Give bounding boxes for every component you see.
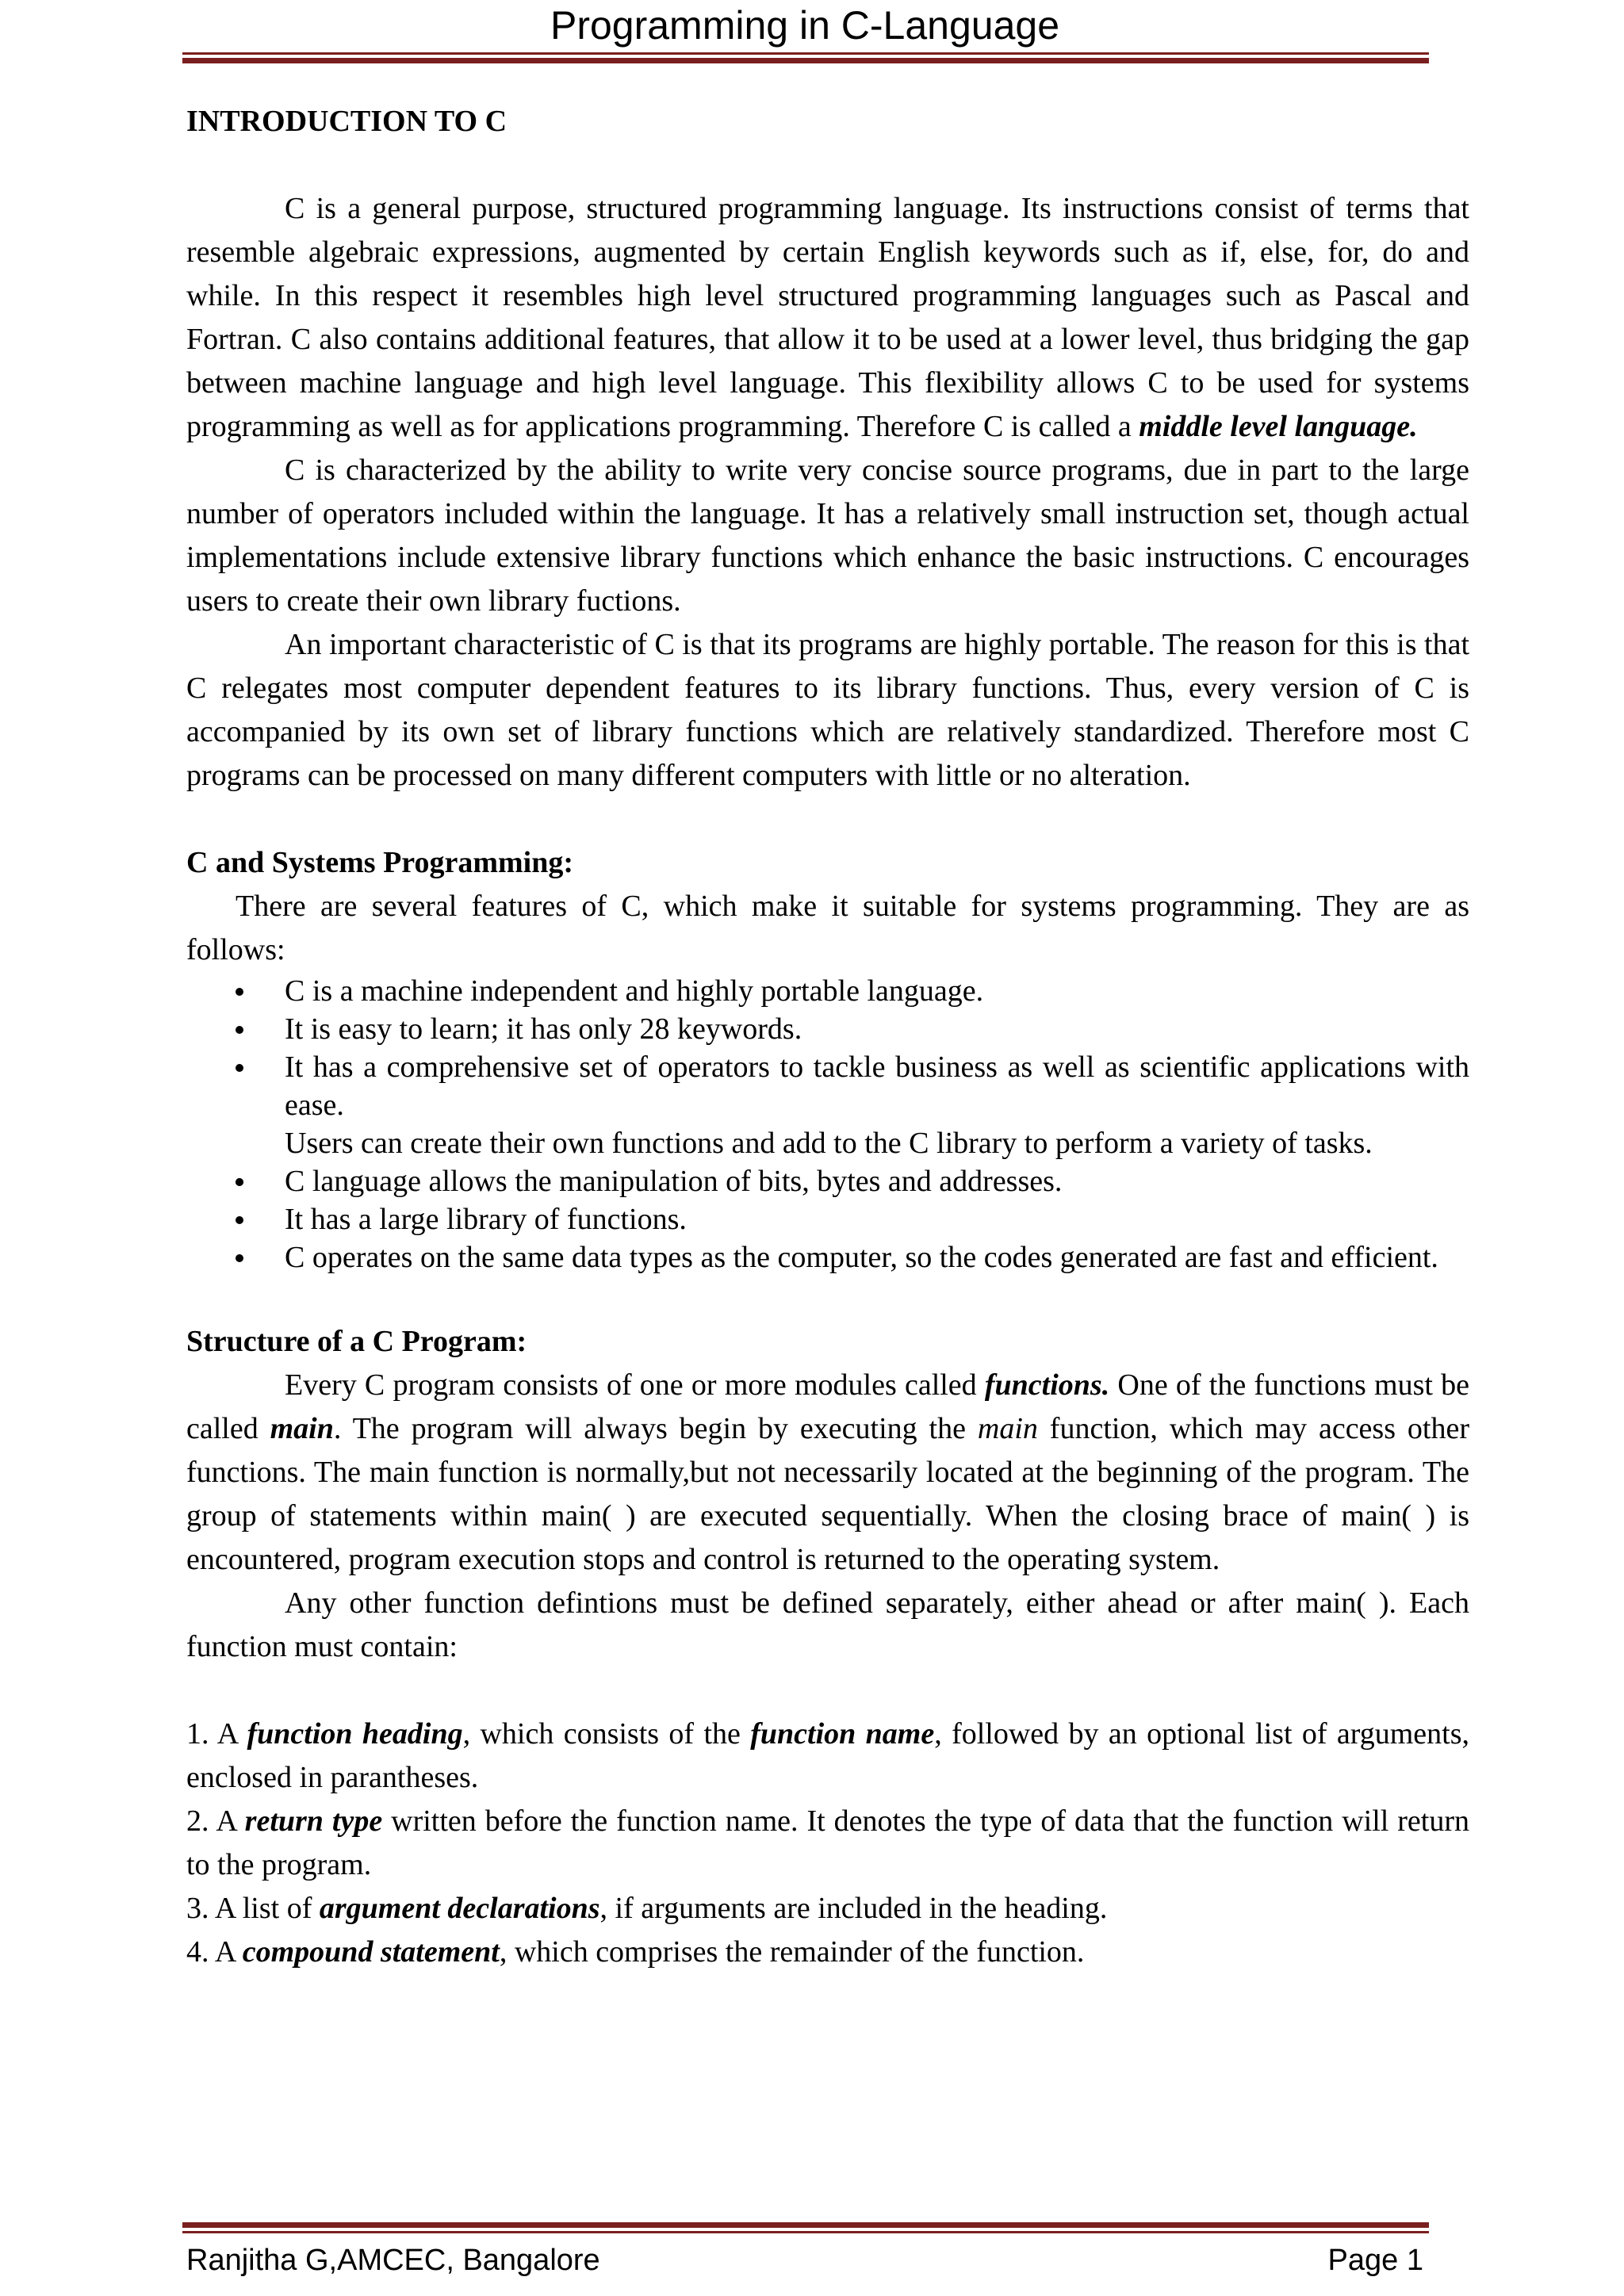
header-rule-thick [182,58,1429,63]
systems-feature-list [186,972,1469,1276]
intro-paragraph-1: C is a general purpose, structured programming language. Its instructions consist of terms that resemble algebraic expressions, augmented by certain English keywords such as if, else, for, do and while. In this respect it resembles high level structured programming languages such as Pascal and Fortran. C also contains additional features, that allow it to be used at a lower level, thus bridging the gap between machine language and high level language. This flexibility allows C to be used for systems programming as well as for applications programming. Therefore C is called a middle level language. [186,192,1469,443]
footer-rule-thin [182,2231,1429,2233]
bullet-icon [236,1216,243,1224]
list-item: C language allows the manipulation of bits, bytes and addresses. [186,1162,1469,1200]
list-item: It is easy to learn; it has only 28 keywords. [186,1010,1469,1048]
systems-heading: C and Systems Programming: [186,846,574,879]
structure-item-1: 1. A function heading, which consists of the function name, followed by an optional list of arguments, enclosed in parantheses. [186,1717,1470,1794]
list-item: C operates on the same data types as the computer, so the codes generated are fast and efficient. [186,1238,1469,1276]
bullet-icon [236,1026,243,1034]
intro-paragraph-3: An important characteristic of C is that its programs are highly portable. The reason for this is that C relegates most computer dependent features to its library functions. Thus, every version of C is accompanied by its own set of library functions which are relatively standardized. Therefore most C programs can be processed on many different computers with little or no alteration. [186,628,1469,792]
list-item: It has a comprehensive set of operators to tackle business as well as scientific applications with ease. [186,1048,1469,1124]
list-item: C is a machine independent and highly portable language. [186,972,1469,1010]
list-item: Users can create their own functions and add to the C library to perform a variety of tasks. [186,1124,1469,1162]
footer-rule-thick [182,2222,1429,2228]
bullet-icon [236,1064,243,1072]
structure-paragraph-1: Every C program consists of one or more modules called functions. One of the functions must be called main. The program will always begin by executing the main function, which may access other functions. The main function is normally,but not necessarily located at the beginning of the program. The group of statements within main( ) are executed sequentially. When the closing brace of main( ) is encountered, program execution stops and control is returned to the operating system. [186,1368,1469,1576]
list-item: It has a large library of functions. [186,1200,1469,1238]
structure-item-4: 4. A compound statement, which comprises the remainder of the function. [186,1935,1085,1969]
bullet-icon [236,1254,243,1262]
structure-item-2: 2. A return type written before the function name. It denotes the type of data that the function will return to the program. [186,1804,1470,1881]
structure-heading: Structure of a C Program: [186,1325,527,1358]
systems-intro: There are several features of C, which make it suitable for systems programming. They are as follows: [186,890,1469,966]
document-body [186,100,1469,1974]
intro-paragraph-2: C is characterized by the ability to write very concise source programs, due in part to the large number of operators included within the language. It has a relatively small instruction set, though actual implementations include extensive library functions which enhance the basic instructions. C encourages users to create their own library fuctions. [186,453,1469,618]
structure-paragraph-2: Any other function defintions must be defined separately, either ahead or after main( ). Each function must contain: [186,1586,1469,1663]
footer-author: Ranjitha G,AMCEC, Bangalore [186,2244,600,2277]
page-footer [186,2241,1423,2280]
bullet-icon [236,1178,243,1186]
footer-page-number: Page 1 [1327,2244,1423,2277]
middle-level-language-term: middle level language. [1139,410,1418,443]
structure-item-3: 3. A list of argument declarations, if arguments are included in the heading. [186,1892,1108,1925]
header-rule-thin [182,52,1429,55]
bullet-icon [236,988,243,996]
page-header-title: Programming in C-Language [550,3,1060,48]
intro-heading: INTRODUCTION TO C [186,105,508,138]
